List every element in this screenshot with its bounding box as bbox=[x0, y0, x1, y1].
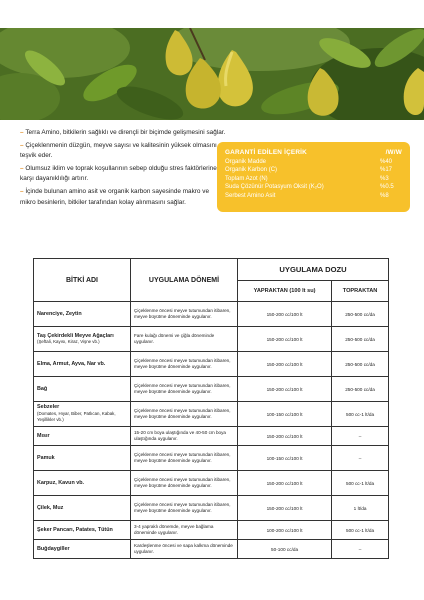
soil-dose-cell: – bbox=[332, 446, 389, 471]
intro-bullet: – İçinde bulunan amino asit ve organik karbon sayesinde makro ve mikro besinlerin, bitkiler tarafından kolay alınmasını sağlar. bbox=[20, 188, 210, 206]
crop-cell: Çilek, Muz bbox=[34, 496, 131, 521]
crop-cell: Sebzeler (Domates, Hıyar, Biber, Patlıcan, Kabak, Yeşillikler vb.) bbox=[34, 402, 131, 427]
header-application-period: UYGULAMA DÖNEMİ bbox=[131, 259, 238, 302]
bullet-dash: – bbox=[20, 129, 26, 136]
guarantee-unit: /W/W bbox=[385, 149, 402, 156]
bullet-dash: – bbox=[20, 165, 26, 173]
guarantee-row: Organik Karbon (C) %17 bbox=[225, 167, 393, 174]
header-soil: TOPRAKTAN bbox=[332, 280, 389, 302]
table-row bbox=[34, 302, 389, 327]
guaranteed-content-box bbox=[217, 142, 410, 212]
period-cell: Çiçeklenme öncesi meyve tutumundan itibaren, meyve büyütme döneminde uygulanır. bbox=[131, 446, 238, 471]
guarantee-title: GARANTİ EDİLEN İÇERİK bbox=[225, 149, 307, 156]
soil-dose-cell: 250-500 cc/da bbox=[332, 352, 389, 377]
table-row bbox=[34, 402, 389, 427]
bullet-dash: – bbox=[20, 188, 26, 196]
table-row bbox=[34, 377, 389, 402]
period-cell: Çiçeklenme öncesi meyve tutumundan itibaren, meyve büyütme döneminde uygulanır. bbox=[131, 352, 238, 377]
table-row bbox=[34, 352, 389, 377]
pear-tree-photo bbox=[0, 28, 424, 120]
pear-photo-illustration bbox=[0, 28, 424, 120]
soil-dose-cell: 250-500 cc/da bbox=[332, 377, 389, 402]
crop-cell: Bağ bbox=[34, 377, 131, 402]
crop-cell: Pamuk bbox=[34, 446, 131, 471]
soil-dose-cell: – bbox=[332, 427, 389, 446]
table-row bbox=[34, 540, 389, 559]
foliar-dose-cell: 150-200 cc/100 lt bbox=[238, 377, 332, 402]
soil-dose-cell: 500 cc-1 lt/da bbox=[332, 402, 389, 427]
crop-cell: Buğdaygiller bbox=[34, 540, 131, 559]
period-cell: 3-4 yapraklı dönemde, meyve bağlama döneminde uygulanır. bbox=[131, 521, 238, 540]
soil-dose-cell: 250-500 cc/da bbox=[332, 302, 389, 327]
crop-cell: Şeker Pancarı, Patates, Tütün bbox=[34, 521, 131, 540]
soil-dose-cell: 250-500 cc/da bbox=[332, 327, 389, 352]
period-cell: 15-20 cm boya ulaştığında ve 40-50 cm boya ulaştığında uygulanır. bbox=[131, 427, 238, 446]
table-row bbox=[34, 521, 389, 540]
guarantee-row: Organik Madde %40 bbox=[225, 159, 393, 165]
soil-dose-cell: 1 lt/da bbox=[332, 496, 389, 521]
guarantee-header bbox=[217, 142, 410, 158]
intro-bullets bbox=[20, 128, 226, 211]
guarantee-row: Serbest Amino Asit %8 bbox=[225, 192, 389, 199]
table-row bbox=[34, 471, 389, 496]
guarantee-row: Toplam Azot (N) %3 bbox=[225, 175, 389, 182]
soil-dose-cell: 500 cc-1 lt/da bbox=[332, 471, 389, 496]
intro-bullet: – Olumsuz iklim ve toprak koşullarının sebep olduğu stres faktörlerine karşı dayanıklılığı artırır. bbox=[20, 165, 217, 183]
crop-cell: Mısır bbox=[34, 427, 131, 446]
period-cell: Çiçeklenme öncesi meyve tutumundan itibaren, meyve büyütme döneminde uygulanır. bbox=[131, 496, 238, 521]
period-cell: Kardeşlenme öncesi ve sapa kalkma döneminde uygulanır. bbox=[131, 540, 238, 559]
soil-dose-cell: 500 cc-1 lt/da bbox=[332, 521, 389, 540]
bullet-dash: – bbox=[20, 142, 26, 150]
foliar-dose-cell: 150-200 cc/100 lt bbox=[238, 327, 332, 352]
table-row bbox=[34, 446, 389, 471]
period-cell: Çiçeklenme öncesi meyve tutumundan itibaren, meyve büyütme döneminde uygulanır. bbox=[131, 471, 238, 496]
header-foliar: YAPRAKTAN (100 lt su) bbox=[238, 280, 332, 302]
header-crop-name: BİTKİ ADI bbox=[34, 259, 131, 302]
crop-cell: Elma, Armut, Ayva, Nar vb. bbox=[34, 352, 131, 377]
foliar-dose-cell: 100-200 cc/100 lt bbox=[238, 521, 332, 540]
period-cell: Çiçeklenme öncesi meyve tutumundan itibaren, meyve büyütme döneminde uygulanır. bbox=[131, 377, 238, 402]
crop-cell: Taş Çekirdekli Meyve Ağaçları (Şeftali, Kayısı, Kiraz, Vişne vb.) bbox=[34, 327, 131, 352]
soil-dose-cell: – bbox=[332, 540, 389, 559]
foliar-dose-cell: 150-200 cc/100 lt bbox=[238, 352, 332, 377]
crop-cell: Narenciye, Zeytin bbox=[34, 302, 131, 327]
period-cell: Çiçeklenme öncesi meyve tutumundan itibaren, meyve büyütme döneminde uygulanır. bbox=[131, 402, 238, 427]
foliar-dose-cell: 150-200 cc/100 lt bbox=[238, 496, 332, 521]
period-cell: Fare kulağı dönemi ve çiğla döneminde uygulanır. bbox=[131, 327, 238, 352]
foliar-dose-cell: 150-200 cc/100 lt bbox=[238, 302, 332, 327]
foliar-dose-cell: 150-200 cc/100 lt bbox=[238, 471, 332, 496]
application-dose-table bbox=[33, 258, 389, 559]
crop-cell: Karpuz, Kavun vb. bbox=[34, 471, 131, 496]
foliar-dose-cell: 100-150 cc/100 lt bbox=[238, 446, 332, 471]
intro-bullet: – Çiçeklenmenin düzgün, meyve sayısı ve kalitesinin yüksek olmasını teşvik eder. bbox=[20, 142, 217, 160]
period-cell: Çiçeklenme öncesi meyve tutumundan itibaren, meyve büyütme döneminde uygulanır. bbox=[131, 302, 238, 327]
foliar-dose-cell: 150-200 cc/100 lt bbox=[238, 427, 332, 446]
intro-bullet: – Terra Amino, bitkilerin sağlıklı ve dirençli bir biçimde gelişmesini sağlar. bbox=[20, 129, 226, 136]
table-row bbox=[34, 496, 389, 521]
foliar-dose-cell: 50-100 cc/da bbox=[238, 540, 332, 559]
guarantee-row: Suda Çözünür Potasyum Oksit (K₂O) %0.5 bbox=[225, 184, 394, 191]
foliar-dose-cell: 100-150 cc/100 lt bbox=[238, 402, 332, 427]
table-row bbox=[34, 427, 389, 446]
header-application-dose: UYGULAMA DOZU bbox=[238, 259, 389, 281]
table-row bbox=[34, 327, 389, 352]
